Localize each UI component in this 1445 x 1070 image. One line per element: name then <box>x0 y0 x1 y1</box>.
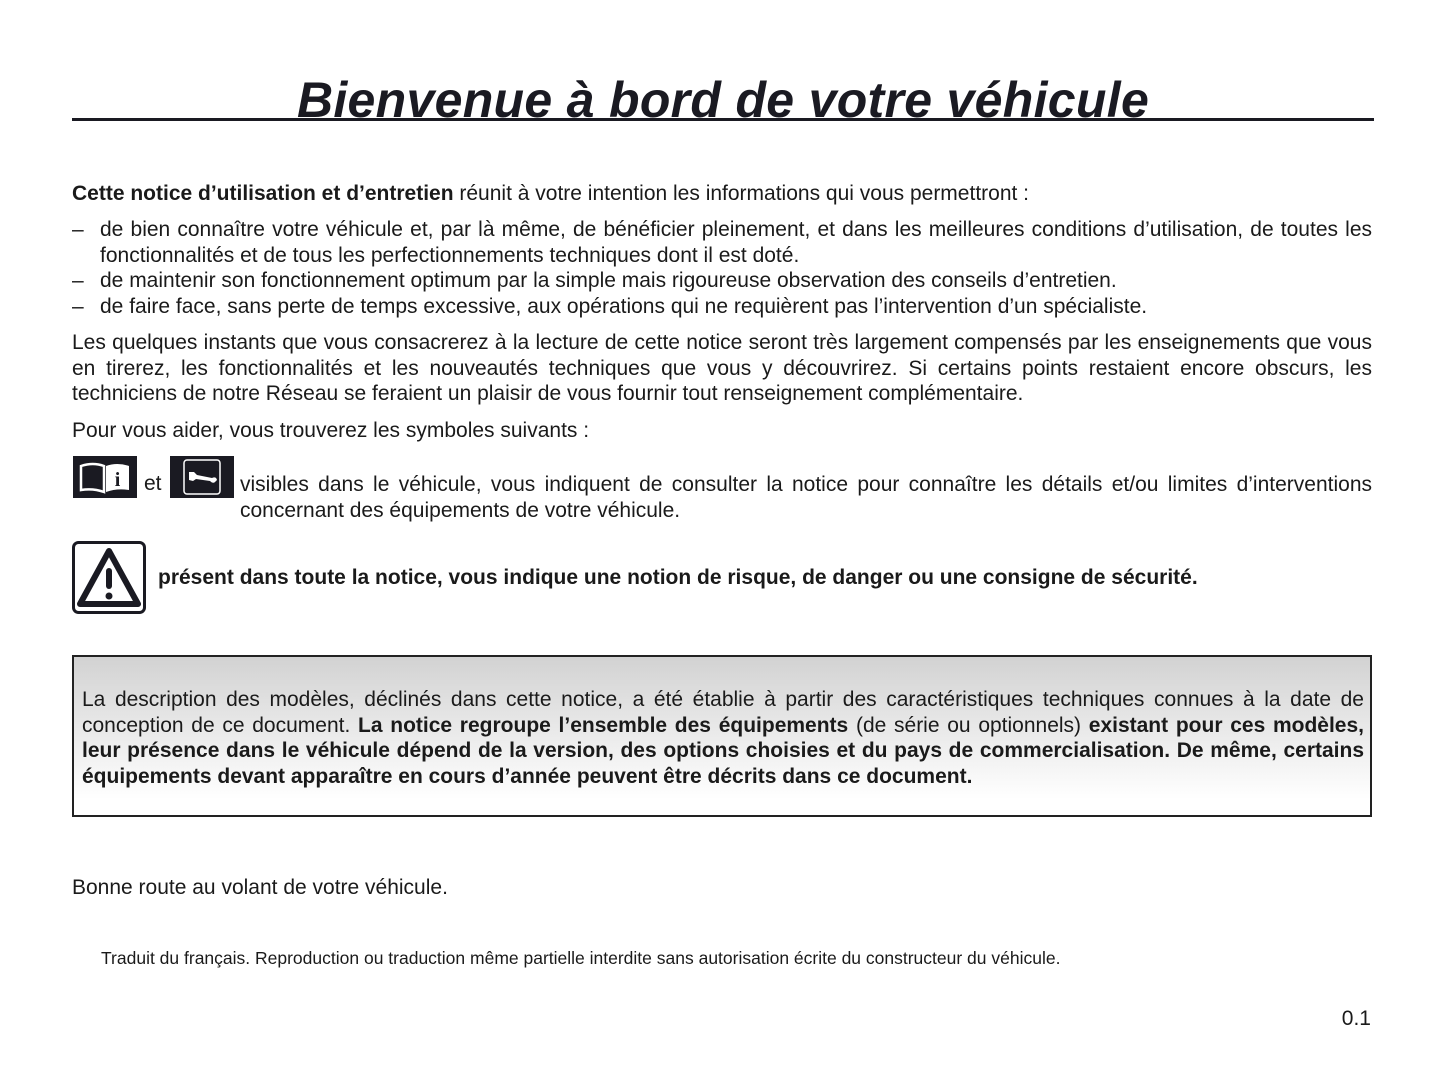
paragraph-3: Pour vous aider, vous trouverez les symboles suivants : <box>72 419 590 442</box>
wrench-icon <box>170 456 234 498</box>
intro-paragraph <box>72 181 1372 207</box>
dash: – <box>72 294 84 318</box>
info-letter: i <box>114 469 121 491</box>
box-bold-2: existant pour ces modèles, leur présence dans le véhicule dépend de la version, des options choisies et du pays de commercialisation. De même, certains équipements devant apparaître en cours d’année peuvent être décrits dans ce document. <box>82 713 1364 788</box>
list-item <box>72 217 1372 268</box>
page-title: Bienvenue à bord de votre véhicule <box>296 72 1150 121</box>
dash: – <box>72 218 84 241</box>
list-item-text: de maintenir son fonctionnement optimum par la simple mais rigoureuse observation des conseils d’entretien. <box>100 269 1117 292</box>
dash: – <box>72 269 84 292</box>
paragraph-2: Les quelques instants que vous consacrerez à la lecture de cette notice seront très largement compensés par les enseignements que vous en tirerez, les fonctionnalités et les nouveautés techniques que vous y découvrirez. Si certains points restaient encore obscurs, les techniciens de notre Réseau se feraient un plaisir de vous fournir tout renseignement complémentaire. <box>72 331 1372 405</box>
box-text-2: (de série ou optionnels) <box>848 713 1089 737</box>
list-item-text: de faire face, sans perte de temps excessive, aux opérations qui ne requièrent pas l’intervention d’un spécialiste. <box>100 294 1148 318</box>
book-info-icon <box>73 456 137 498</box>
warning-icon <box>72 541 146 614</box>
box-text-1: La description des modèles, déclinés dans cette notice, a été établie à partir des caractéristiques techniques connues à la date de conception de ce document. <box>82 688 1364 737</box>
closing-text: Bonne route au volant de votre véhicule. <box>72 876 448 899</box>
intro-bold: Cette notice d’utilisation et d’entretien <box>72 182 454 205</box>
notice-box <box>72 655 1372 817</box>
symbols-text: visibles dans le véhicule, vous indiquent de consulter la notice pour connaître les détails et/ou limites d’interventions concernant des équipements de votre véhicule. <box>240 473 1372 522</box>
list-item <box>72 294 1372 320</box>
notice-box-text <box>82 687 1364 789</box>
footnote: Traduit du français. Reproduction ou traduction même partielle interdite sans autorisation écrite du constructeur du véhicule. <box>101 948 1061 968</box>
box-bold-1: La notice regroupe l’ensemble des équipements <box>358 713 849 737</box>
list-item <box>72 268 1372 294</box>
page-number: 0.1 <box>1341 1007 1371 1030</box>
page-title-rule <box>72 60 1374 121</box>
warning-text: présent dans toute la notice, vous indique une notion de risque, de danger ou une consigne de sécurité. <box>158 566 1198 589</box>
et-label: et <box>144 472 162 495</box>
list-item-text: de bien connaître votre véhicule et, par là même, de bénéficier pleinement, et dans les meilleures conditions d’utilisation, de toutes les fonctionnalités et de tous les perfectionnements techniques dont il est doté. <box>100 218 1372 267</box>
intro-text: réunit à votre intention les informations qui vous permettront : <box>453 182 1030 205</box>
bullet-list <box>72 217 1372 319</box>
